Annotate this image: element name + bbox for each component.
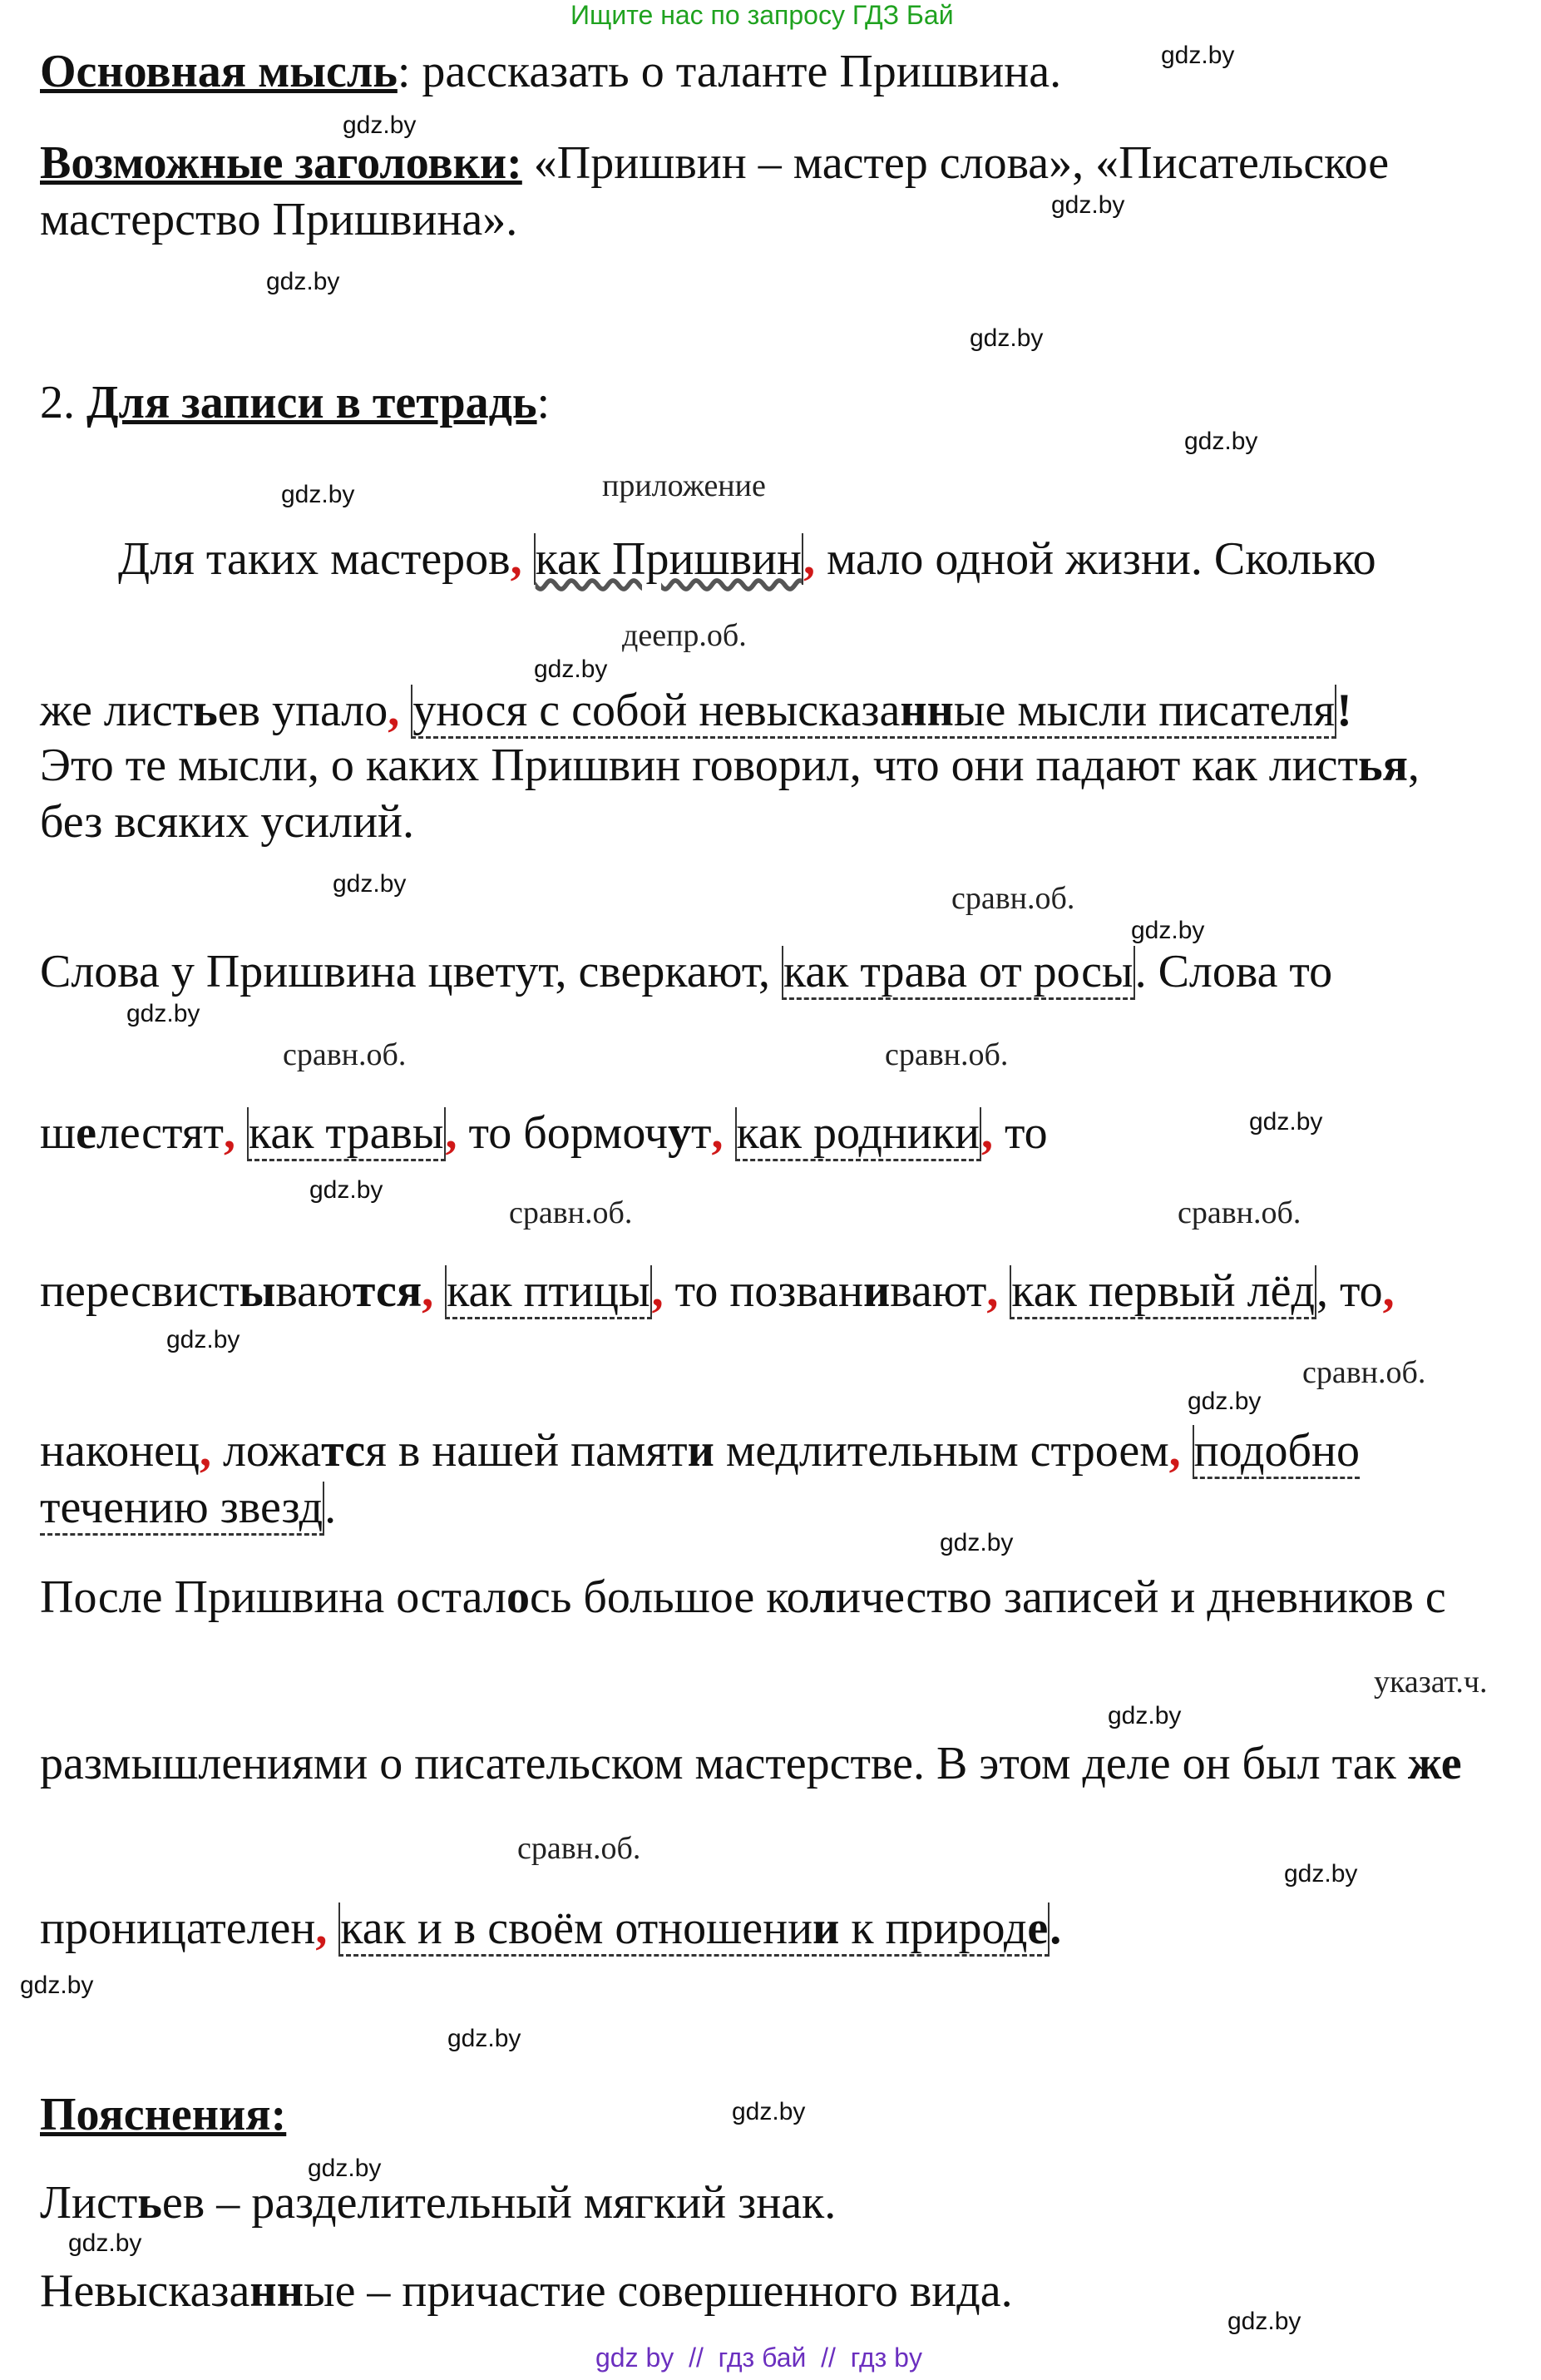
red-comma: , [422, 1265, 434, 1317]
watermark: gdz.by [1284, 1860, 1358, 1888]
text-segment: ш [40, 1107, 77, 1159]
watermark: gdz.by [1108, 1702, 1182, 1729]
bold-letter: у [668, 1107, 692, 1159]
text-segment: ! [1336, 685, 1352, 736]
text-segment: то позван [663, 1265, 863, 1317]
watermark: gdz.by [20, 1972, 94, 1999]
text-segment: вают [890, 1265, 987, 1317]
text-line-10 [40, 1569, 1446, 1625]
text-segment: то [992, 1107, 1048, 1159]
bottom-banner[interactable]: gdz by // гдз бай // гдз by [595, 2343, 922, 2373]
text-segment: Лист [40, 2177, 138, 2229]
comparative-phrase [338, 1903, 1050, 1957]
watermark: gdz.by [166, 1326, 240, 1353]
bold-letter: и [812, 1903, 840, 1954]
main-idea [40, 43, 1061, 100]
text-segment: Это те мысли, о каких Пришвин говорил, что они падают как лист [40, 740, 1358, 791]
watermark: gdz.by [1227, 2308, 1301, 2335]
red-comma: , [224, 1107, 235, 1159]
watermark: gdz.by [1249, 1108, 1323, 1136]
text-segment: Слова у Пришвина цветут, сверкают, [40, 946, 782, 997]
text-line-3 [40, 737, 1420, 794]
text-line-12 [40, 1900, 1061, 1957]
bold-letter: и [687, 1425, 714, 1477]
text-segment: мало одной жизни. Сколько [814, 533, 1376, 585]
bold-letter: о [506, 1571, 530, 1623]
text-segment: же лист [40, 685, 194, 736]
text-line-7 [40, 1263, 1395, 1319]
comparative-phrase: подобно [1193, 1425, 1360, 1479]
main-idea-label: Основная мысль [40, 46, 398, 97]
label-sravn: сравн.об. [509, 1195, 633, 1230]
watermark: gdz.by [68, 2229, 142, 2257]
bold-letter: нн [249, 2265, 304, 2317]
bold-letter: е [76, 1107, 96, 1159]
task-heading [40, 374, 550, 431]
label-sravn: сравн.об. [1302, 1355, 1426, 1390]
watermark: gdz.by [266, 268, 340, 295]
titles-line2: мастерство Пришвина». [40, 194, 518, 245]
label-sravn: сравн.об. [885, 1037, 1009, 1072]
watermark: gdz.by [281, 481, 355, 508]
bold-letter: тся [352, 1265, 422, 1317]
text-line-5 [40, 943, 1332, 1000]
text-segment: ые мысли писателя [953, 685, 1336, 736]
text-segment: медлительным строем [714, 1425, 1169, 1477]
red-comma: , [199, 1425, 211, 1477]
text-segment: , то [1316, 1265, 1383, 1317]
red-comma: , [1168, 1425, 1181, 1477]
text-segment: После Пришвина остал [40, 1571, 506, 1623]
watermark: gdz.by [1131, 917, 1205, 944]
text-segment: лестят [96, 1107, 224, 1159]
bold-letter: же [1407, 1738, 1462, 1789]
red-comma: , [980, 1107, 993, 1159]
red-comma: , [803, 533, 815, 585]
label-sravn: сравн.об. [517, 1831, 641, 1866]
text-segment: сь большое ко [529, 1571, 810, 1623]
comparative-phrase: как первый лёд [1010, 1265, 1316, 1319]
possible-titles [40, 135, 1389, 191]
bold-letter: ья [1357, 740, 1408, 791]
watermark: gdz.by [343, 111, 417, 139]
watermark: gdz.by [1051, 191, 1125, 219]
text-segment: унося с собой невысказа [412, 685, 901, 736]
watermark: gdz.by [447, 2025, 521, 2052]
appositive-phrase: как Пришвин [535, 533, 802, 585]
note-1 [40, 2175, 836, 2231]
red-comma: , [651, 1265, 664, 1317]
text-segment: Невысказа [40, 2265, 250, 2317]
watermark: gdz.by [126, 1000, 200, 1027]
label-deepr: деепр.об. [622, 618, 747, 653]
possible-titles-cont [40, 191, 517, 248]
watermark: gdz.by [1184, 428, 1258, 455]
bold-letter: ь [193, 685, 218, 736]
task-number: 2. [40, 377, 86, 428]
red-comma: , [986, 1265, 999, 1317]
text-segment: ваю [275, 1265, 353, 1317]
text-segment: . [1050, 1903, 1062, 1954]
comparative-phrase: как трава от росы [782, 946, 1135, 1000]
comparative-phrase: течению звезд [40, 1482, 324, 1536]
text-line-11 [40, 1735, 1462, 1792]
red-comma: , [510, 533, 522, 585]
label-prilozhenie: приложение [602, 468, 766, 503]
comparative-phrase: как травы [247, 1107, 446, 1161]
text-segment: ев упало [217, 685, 388, 736]
text-line-9 [40, 1479, 336, 1536]
text-line-2 [40, 682, 1352, 739]
text-segment: ые – причастие совершенного вида. [303, 2265, 1013, 2317]
task-label: Для записи в тетрадь [86, 377, 537, 428]
text-segment: наконец [40, 1425, 200, 1477]
bold-letter: тс [321, 1425, 366, 1477]
comparative-phrase: как птицы [445, 1265, 651, 1319]
watermark: gdz.by [309, 1176, 383, 1204]
note-2 [40, 2263, 1013, 2319]
participle-phrase [411, 685, 1336, 739]
text-line-8 [40, 1423, 1360, 1479]
bold-letter: ь [137, 2177, 162, 2229]
red-comma: , [711, 1107, 724, 1159]
bold-letter: л [809, 1571, 837, 1623]
text-segment: размышлениями о писательском мастерстве. В этом деле он был так [40, 1738, 1408, 1789]
text-segment: пересвист [40, 1265, 240, 1317]
task-colon: : [536, 377, 551, 428]
label-sravn: сравн.об. [1178, 1195, 1301, 1230]
label-sravn: сравн.об. [283, 1037, 407, 1072]
text-segment: , [1407, 740, 1420, 791]
red-comma: , [388, 685, 400, 736]
notes-heading [40, 2086, 286, 2143]
red-comma: , [315, 1903, 328, 1954]
comparative-phrase: как родники [735, 1107, 981, 1161]
watermark: gdz.by [940, 1529, 1014, 1556]
text-segment: то бормоч [457, 1107, 669, 1159]
red-comma: , [1382, 1265, 1395, 1317]
bold-letter: нн [900, 685, 954, 736]
text-segment: без всяких усилий. [40, 796, 415, 848]
titles-line1: «Пришвин – мастер слова», «Писательское [521, 137, 1390, 189]
bold-letter: ы [239, 1265, 276, 1317]
text-segment: ичество записей и дневников с [836, 1571, 1446, 1623]
main-idea-text: : рассказать о таланте Пришвина. [397, 46, 1062, 97]
watermark: gdz.by [1188, 1388, 1262, 1415]
text-segment: т [691, 1107, 712, 1159]
bold-letter: е [1027, 1903, 1049, 1954]
top-banner[interactable]: Ищите нас по запросу ГДЗ Бай [570, 0, 954, 30]
watermark: gdz.by [732, 2098, 806, 2125]
watermark: gdz.by [308, 2155, 382, 2182]
text-segment: я в нашей памят [365, 1425, 688, 1477]
text-line-6 [40, 1105, 1048, 1161]
text-segment: . [324, 1482, 337, 1533]
watermark: gdz.by [534, 656, 608, 683]
watermark: gdz.by [333, 870, 407, 898]
text-line-1 [118, 531, 1376, 587]
text-segment: ложа [210, 1425, 322, 1477]
notes-label: Пояснения: [40, 2089, 287, 2140]
watermark: gdz.by [1161, 42, 1235, 69]
text-segment: к природ [839, 1903, 1028, 1954]
red-comma: , [445, 1107, 457, 1159]
label-sravn: сравн.об. [951, 881, 1075, 916]
text-segment: . Слова то [1134, 946, 1333, 997]
label-ukazat: указат.ч. [1374, 1665, 1488, 1700]
text-segment: проницателен [40, 1903, 316, 1954]
text-line-4 [40, 794, 414, 850]
titles-label: Возможные заголовки: [40, 137, 522, 189]
bold-letter: и [862, 1265, 891, 1317]
watermark: gdz.by [970, 324, 1044, 352]
text-segment: как и в своём отношени [340, 1903, 813, 1954]
text-segment: ев – разделительный мягкий знак. [161, 2177, 837, 2229]
text-segment: Для таких мастеров [118, 533, 511, 585]
